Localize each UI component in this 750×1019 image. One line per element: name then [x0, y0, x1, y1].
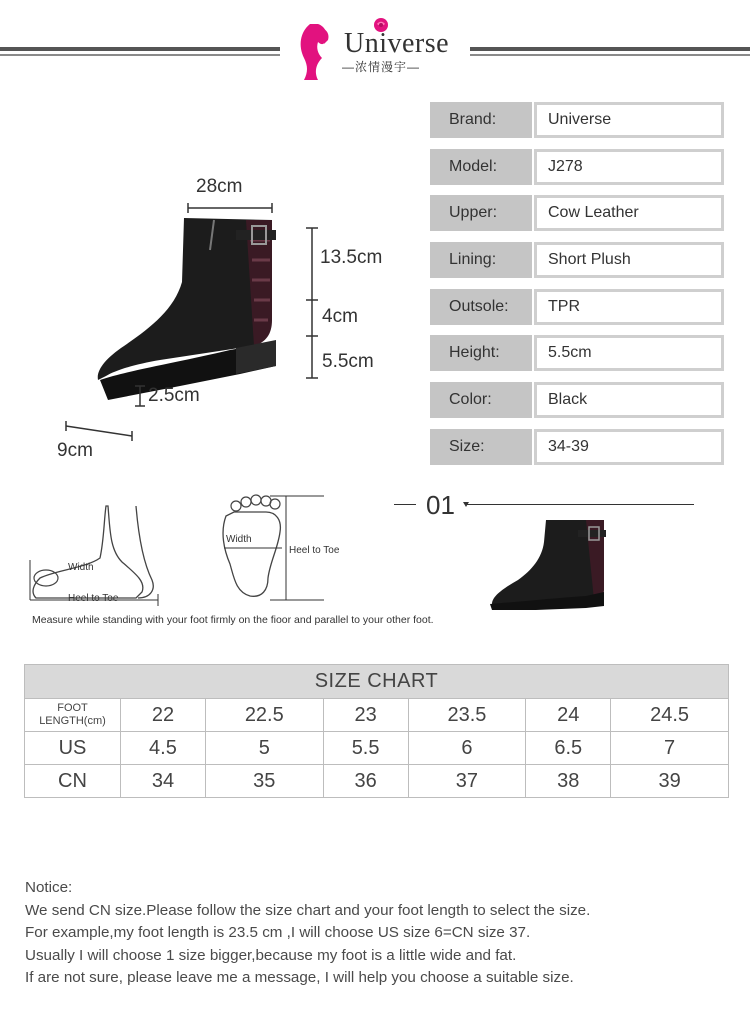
spec-row	[430, 149, 724, 185]
boot-heel-label: 5.5cm	[322, 351, 374, 372]
size-chart-row	[25, 765, 729, 798]
spec-row	[430, 335, 724, 371]
row-label-line: LENGTH(cm)	[39, 715, 106, 727]
notice-block	[25, 877, 590, 990]
spec-label: Outsole:	[430, 289, 532, 325]
size-chart-cell: 22.5	[205, 699, 323, 732]
spec-row	[430, 102, 724, 138]
size-chart-cell: 24	[526, 699, 611, 732]
spec-value: Cow Leather	[534, 195, 724, 231]
spec-value: TPR	[534, 289, 724, 325]
spec-value: 5.5cm	[534, 335, 724, 371]
spec-value: Black	[534, 382, 724, 418]
spec-table	[430, 102, 724, 476]
boot-length-label: 28cm	[196, 176, 243, 197]
brand-name: Universe	[344, 28, 450, 59]
spec-label: Color:	[430, 382, 532, 418]
size-chart-cell: 36	[323, 765, 408, 798]
preview-line-right	[466, 504, 694, 505]
spec-value: Short Plush	[534, 242, 724, 278]
spec-label: Size:	[430, 429, 532, 465]
size-chart-cell: 37	[408, 765, 526, 798]
boot-shaft-label: 13.5cm	[320, 247, 383, 268]
size-chart-table	[24, 664, 729, 798]
foot-side-heel-to-toe-label: Heel to Toe	[68, 593, 119, 604]
spec-row	[430, 242, 724, 278]
size-chart-cell: 4.5	[121, 732, 206, 765]
spec-row	[430, 382, 724, 418]
spec-label: Lining:	[430, 242, 532, 278]
boot-platform-label: 2.5cm	[148, 385, 200, 406]
size-chart-cell: 23.5	[408, 699, 526, 732]
spec-label: Model:	[430, 149, 532, 185]
preview-arrow-icon	[463, 502, 469, 507]
notice-line: We send CN size.Please follow the size chart and your foot length to select the size.	[25, 901, 591, 919]
row-label-line: FOOT	[57, 702, 88, 714]
brand-subtitle: —浓情漫宇—	[342, 60, 421, 74]
size-chart-cell: 5.5	[323, 732, 408, 765]
foot-top-heel-to-toe-label: Heel to Toe	[289, 545, 340, 556]
size-chart-title: SIZE CHART	[25, 665, 729, 699]
spec-value: Universe	[534, 102, 724, 138]
spec-label: Brand:	[430, 102, 532, 138]
notice-title: Notice:	[25, 879, 73, 896]
woman-silhouette-icon	[296, 18, 344, 80]
header-rule-left	[0, 47, 280, 51]
size-chart-cell: 6.5	[526, 732, 611, 765]
size-chart-row-label: CN	[25, 765, 121, 798]
spec-row	[430, 195, 724, 231]
notice-line: For example,my foot length is 23.5 cm ,I will choose US size 6=CN size 37.	[25, 924, 531, 942]
boot-width-label: 9cm	[57, 440, 93, 461]
boot-illustration	[40, 170, 420, 470]
size-chart-cell: 39	[611, 765, 729, 798]
size-chart-cell: 34	[121, 765, 206, 798]
brand-logo	[296, 18, 466, 80]
header-rule-right	[470, 47, 750, 51]
size-chart-row	[25, 732, 729, 765]
notice-line: Usually I will choose 1 size bigger,because my foot is a little wide and fat.	[25, 946, 517, 964]
spec-label: Height:	[430, 335, 532, 371]
size-chart-row-label	[25, 699, 121, 732]
size-chart-cell: 23	[323, 699, 408, 732]
size-chart-cell: 7	[611, 732, 729, 765]
size-chart-row	[25, 699, 729, 732]
spec-row	[430, 429, 724, 465]
boot-thumbnail	[486, 512, 616, 612]
boot-middle-label: 4cm	[322, 306, 358, 327]
measure-note: Measure while standing with your foot firmly on the fioor and parallel to your other foot.	[32, 614, 434, 626]
spec-label: Upper:	[430, 195, 532, 231]
preview-line-left	[394, 504, 416, 505]
size-chart-cell: 5	[205, 732, 323, 765]
size-chart-cell: 38	[526, 765, 611, 798]
spec-row	[430, 289, 724, 325]
foot-top-width-label: Width	[226, 534, 252, 545]
size-chart-cell: 22	[121, 699, 206, 732]
size-chart-row-label: US	[25, 732, 121, 765]
spec-value: 34-39	[534, 429, 724, 465]
spec-value: J278	[534, 149, 724, 185]
notice-line: If are not sure, please leave me a message, I will help you choose a suitable size.	[25, 969, 574, 987]
preview-number: 01	[426, 490, 455, 520]
foot-side-width-label: Width	[68, 562, 94, 573]
size-chart-cell: 35	[205, 765, 323, 798]
size-chart-cell: 6	[408, 732, 526, 765]
size-chart-cell: 24.5	[611, 699, 729, 732]
boot-dimension-diagram	[40, 170, 420, 470]
